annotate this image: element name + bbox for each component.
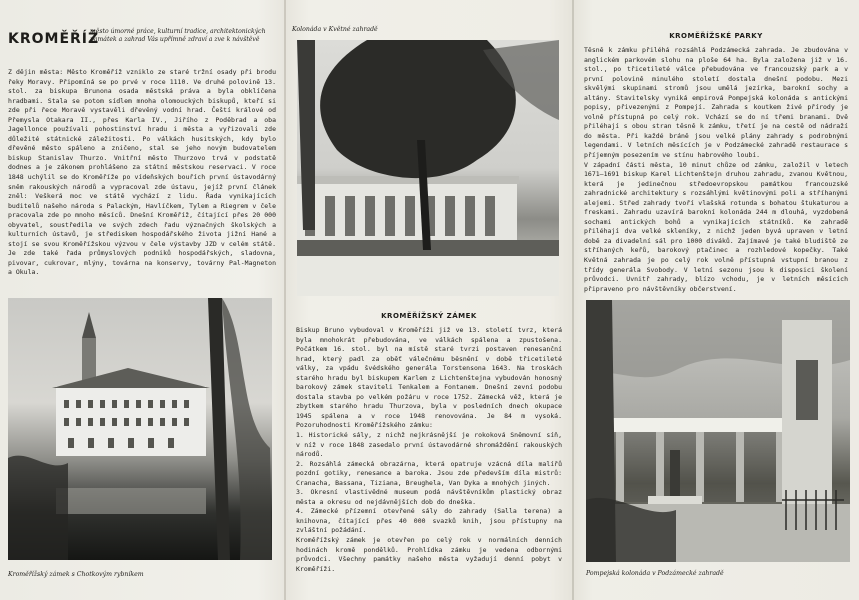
tower-spire (82, 312, 96, 338)
castle-photo (8, 298, 272, 560)
colonnade-shadow (606, 432, 796, 502)
castle-roof (52, 368, 210, 388)
parks-section-text (584, 46, 848, 294)
parks-text-1: Těsně k zámku přiléhá rozsáhlá Podzámecká zahrada. Je zbudována v anglickém parkovém slohu na ploše 64 ha. Byla založena již v 16. stol., po třicetileté válce přebudována ve francouzský park a v první polovině minulého století dostala dnešní podobu. Mezi skvělými skupinami stromů jsou umělá jezírka, barokní sochy a altány. Stavitelsky vyniká empirová Pompejská kolonáda s antickými popisy, přivezenými z Pompejí. Zahrada s koutkem živé přírody je volně přístupná po celý rok. Vchází se do ní třemi branami. Dvě přiléhají s obou stran těsně k zámku, třetí je na cestě od nádraží do města. Při každé bráně jsou velké plány zahrady s podrobnými legendami. V letních měsících je v Podzámecké zahradě restaurace s příjemným posezením ve stínu habrového loubí. (584, 46, 848, 160)
list-item-gallery: 2. Rozsáhlá zámecká obrazárna, která opatruje vzácná díla malířů pozdní gotiky, renesance a baroka. Jsou zde především díla mistrů: Cranacha, Bassana, Tiziana, Breughela, Van Dyka a mnohých jiných. (296, 459, 562, 487)
panel-right (574, 0, 859, 600)
colonnade-entablature (606, 418, 796, 432)
parks-section-title: KROMĚŘÍŽSKÉ PARKY (669, 32, 763, 40)
parks-text-2: V západní části města, 10 minut chůze od zámku, založil v letech 1671—1691 biskup Karel Lichtenštejn druhou zahradu, zvanou Květnou, která je jedinečnou středoevropskou památkou francouzské zahradnické architektury s rozsáhlými květinovými poli a stříhanými alejemi. Střed zahrady tvoří vlašská rotunda s bohatou štukaturou a freskami. Zahradu uzavírá barokní kolonáda 244 m dlouhá, vyzdobená sochami antických bohů a vynikajících státníků. Ke zahradě přiléhají dva velké skleníky, z nichž jeden byvá upraven v letní době za divadelní sál pro 1000 diváků. Zajímavé je také bludiště ze stříhaných keřů, barokový ptačinec a rozhledové kopečky. Také Květná zahrada je po celý rok volně přístupná vstupní branou z třídy generála Svobody. V letní sezonu jsou k disposici školení průvodci. Uvnitř zahrady, blízo vchodu, je v letních měsících připraveno pro návštěvníky občerstvení. (584, 160, 848, 293)
tree-branches (222, 298, 272, 560)
history-text: Z dějin města: Město Kroměříž vzniklo ze staré tržní osady při brodu řeky Moravy. Připomíná se po prvé v roce 1110. Ve druhé polovině 13. stol. za biskupa Brunona osada městská práva a byla obklíčena hradbami. Stala se potom sídlem mnoha olomouckých biskupů, kteří si zde při řece Moravě vystavěli dřevěný vodní hrad. Čeští králové od Přemysla Otakara II., přes Karla IV., Jiřího z Poděbrad a oba Jagellonce používali pohostinství hradu i města a vyřizovali zde důležité státnické záležitosti. Po válkách husitských, kdy bylo dřevěné město spáleno a zničeno, stal se jeho novým budovatelem biskup Stanislav Thurzo. Vnitřní město Thurzovo trvá v podstatě dodnes a je zákonem prohlášeno za státní městskou reservaci. V roce 1848 uchýlil se do Kroměříže po vídeňských bouřích první ústavodárný sněm rakouských národů a vypracoval zde ústavu, jejíž první článek zněl: Veškerá moc ve státě vychází z lidu. Řada vynikajících buditelů našeho národa s Palackým, Havlíčkem, Tylem a Riegrem v čele pracovala zde po mnoho měsíců. Dnešní Kroměříž, čítající přes 20 000 obyvatel, soustředila ve svých zdech řadu význačných školských a kulturních ústavů, je střediskem hospodářského života jižní Hané a stojí se svou Kroměřížskou výzvou v čele výstavby JZD v celém státě. Je zde také řada průmyslových podniků hospodářských, sladovna, pivovar, cukrovar, mlýny, továrna na konservy, továrny Pal-Magneton a Okula. (8, 68, 276, 277)
castle-photo-caption: Kroměřížský zámek s Chotkovým rybníkem (8, 571, 144, 578)
list-item-museum: 3. Okresní vlastivědné museum podá návštěvníkům plastický obraz města a okresu od nejdávnějších dob do dneška. (296, 488, 562, 506)
shore-trees (8, 456, 68, 560)
list-item-library: 4. Zámecké přízemní otevřené sály do zahrady (Salla terena) a knihovna, čítající přes 40 000 svazků knih, jsou přístupny na zvláštní požádání. (296, 507, 562, 535)
pompeian-photo-drawing (586, 300, 850, 562)
pavilion-window (796, 360, 818, 420)
castle-section-title: KROMĚŘÍŽSKÝ ZÁMEK (381, 312, 477, 320)
colonnade-photo (297, 40, 559, 296)
tagline: město úmorné práce, kulturní tradice, architektonických památek a zahrad Vás upřímně zdraví a zve k návštěvě (90, 28, 266, 44)
colonnade-photo-caption: Kolonáda v Květné zahradě (292, 26, 378, 33)
castle-section-text (296, 326, 562, 574)
fountain-statue (670, 450, 680, 496)
garden-path (297, 256, 559, 296)
fountain-rim (648, 496, 702, 504)
masthead (8, 28, 276, 58)
city-title: KROMĚŘÍŽ (8, 31, 100, 47)
castle-photo-drawing (8, 298, 272, 560)
pompeian-photo-caption: Pompejská kolonáda v Podzámecké zahradě (586, 570, 724, 577)
castle-intro: Biskup Bruno vybudoval v Kroměříži již ve 13. století tvrz, která byla mnohokrát přebudována, ve válkách spálena a zpustošena. Počátkem 16. stol. byl na místě staré tvrzi postaven renesanční hrad, který padl za oběť válečnému běsnění v době třicetileté války, za vpádu švédského generála Torstensona 1643. Na troskách starého hradu byl biskupem Karlem z Lichtenštejna vybudován honosný barokový zámek staviteli Tenkalem a Fontanem. Dnešní zevní podobu dostala stavba po velkém požáru v roce 1752. Zámecká věž, která je zbytkem starého hradu Thurzova, byla v posledních dnech okupace 1945 spálena a v roce 1948 renovována. Je 84 m vysoká. Pozoruhodnosti Kroměřížského zámku: (296, 326, 562, 430)
castle-reflection (56, 488, 206, 514)
list-item-halls: 1. Historické sály, z nichž nejkrásnější je rokoková Sněmovní síň, v níž v roce 1848 zasedalo první ústavodárné shromáždění rakouských národů. (296, 431, 562, 459)
castle-closing: Kroměřížský zámek je otevřen po celý rok v normálních denních hodinách kromě pondělků. Prohlídka zámku je vedena odbornými průvodci. Všechny památky našeho města vyžadují denní pobyt v Kroměříži. (296, 536, 562, 573)
colonnade-photo-drawing (297, 40, 559, 296)
panel-middle (286, 0, 572, 600)
panel-left (0, 0, 284, 600)
pompeian-colonnade-photo (586, 300, 850, 562)
